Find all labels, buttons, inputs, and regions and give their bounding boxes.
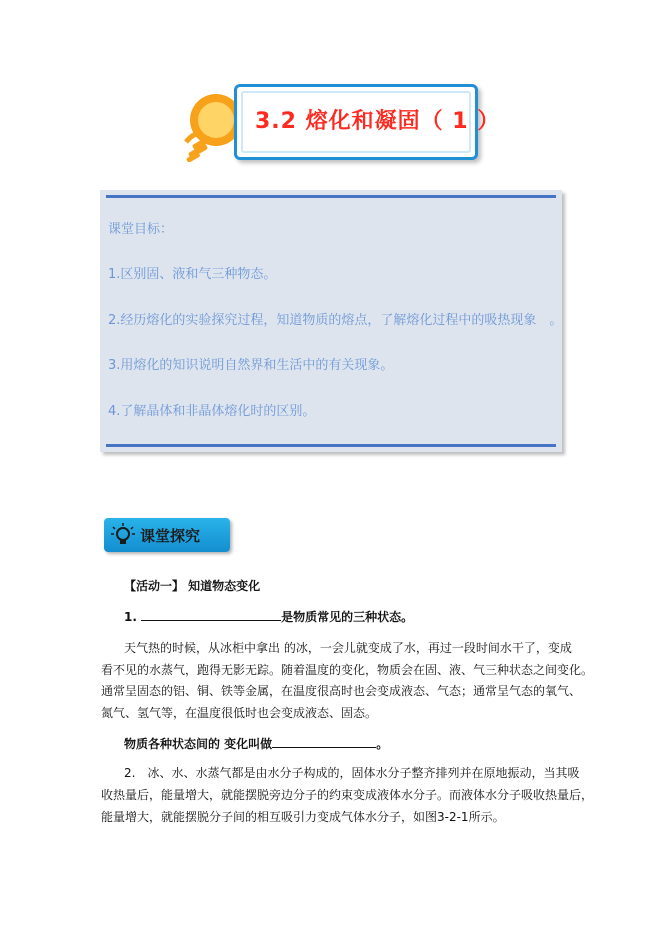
section-badge xyxy=(104,518,230,552)
idea-bulb-icon xyxy=(110,522,136,548)
question-1-text: 是物质常见的三种状态。 xyxy=(281,610,414,624)
page-title: 3.2 熔化和凝固（ 1 ） xyxy=(255,109,501,134)
question-1-number: 1. xyxy=(124,610,137,624)
objectives-top-rule xyxy=(106,195,556,198)
question-state-change-text: 物质各种状态间的 变化叫做 xyxy=(124,737,273,751)
objectives-heading: 课堂目标： xyxy=(108,222,174,237)
title-banner xyxy=(176,84,501,162)
paragraph-line: 2. 冰、水、水蒸气都是由水分子构成的，固体水分子整齐排列并在原地振动，当其吸 xyxy=(124,766,580,780)
objective-item: 1.区别固、液和气三种物态。 xyxy=(108,267,277,282)
paragraph-line: 能量增大，就能摆脱分子间的相互吸引力变成气体水分子，如图3-2-1所示。 xyxy=(101,810,505,824)
activity-heading: 【活动一】 知道物态变化 xyxy=(124,579,261,593)
objectives-bottom-rule xyxy=(106,444,556,447)
objectives-box xyxy=(100,190,562,452)
question-state-change-end: 。 xyxy=(376,737,389,751)
question-1 xyxy=(124,608,413,625)
paragraph-line: 天气热的时候，从冰柜中拿出 的冰，一会儿就变成了水，再过一段时间水干了，变成 xyxy=(124,641,572,655)
section-badge-label: 课堂探究 xyxy=(140,527,201,545)
question-state-change xyxy=(124,735,388,752)
objective-item: 2.经历熔化的实验探究过程，知道物质的熔点，了解熔化过程中的吸热现象 。 xyxy=(108,313,563,328)
paragraph-line: 收热量后，能量增大，就能摆脱旁边分子的约束变成液体水分子。而液体水分子吸收热量后， xyxy=(101,788,594,802)
paragraph-line: 通常呈固态的铝、铜、铁等金属，在温度很高时也会变成液态、气态；通常呈气态的氧气、 xyxy=(101,684,582,698)
answer-blank[interactable] xyxy=(272,735,376,748)
paragraph-line: 氮气、氢气等，在温度很低时也会变成液态、固态。 xyxy=(101,706,378,720)
objective-item: 4.了解晶体和非晶体熔化时的区别。 xyxy=(108,404,316,419)
objective-item: 3.用熔化的知识说明自然界和生活中的有关现象。 xyxy=(108,358,394,373)
answer-blank[interactable] xyxy=(141,608,281,621)
paragraph-line: 看不见的水蒸气，跑得无影无踪。随着温度的变化，物质会在固、液、气三种状态之间变化。 xyxy=(101,663,594,677)
title-frame xyxy=(234,84,501,160)
